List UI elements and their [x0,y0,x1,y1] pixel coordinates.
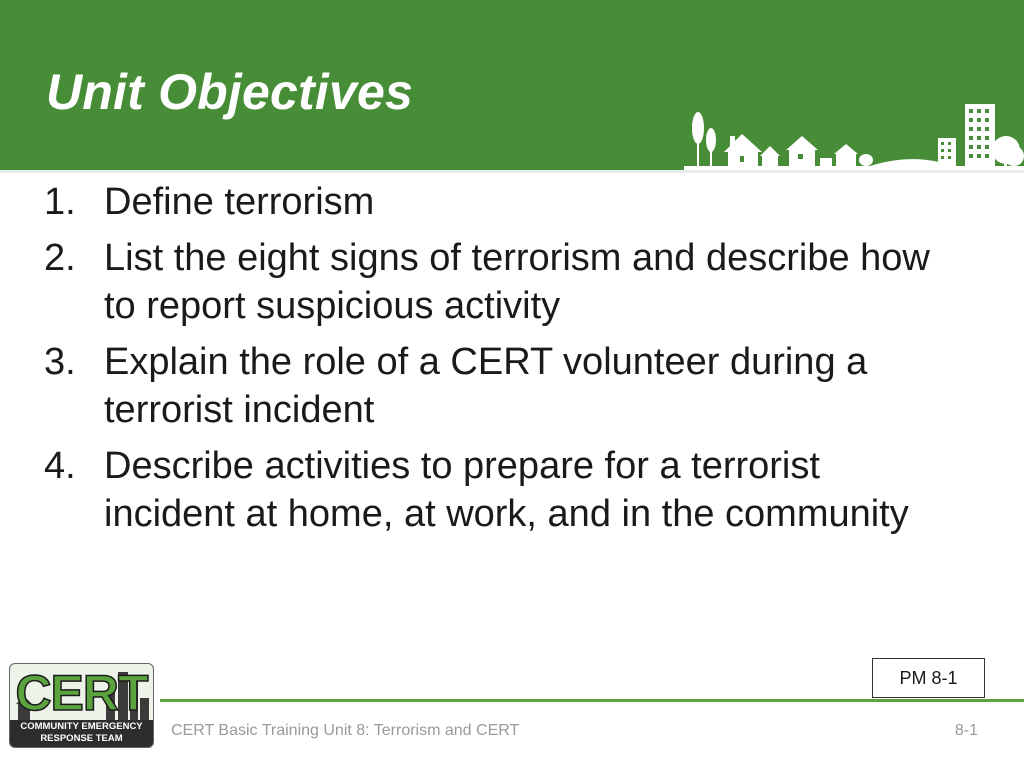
footer-rule [160,699,1024,702]
objectives-list [44,178,984,546]
objective-number: 1. [44,181,76,223]
objective-item [44,338,984,434]
objective-item [44,442,984,538]
page-number: 8-1 [954,722,978,739]
objective-line: incident at home, at work, and in the community [104,493,909,535]
objective-line: List the eight signs of terrorism and describe how [104,237,930,279]
objective-text [104,442,909,538]
cert-logo-icon [10,664,153,747]
objective-text [104,234,930,330]
objective-number: 4. [44,445,76,487]
pm-badge: PM 8-1 [872,658,985,698]
objective-number: 2. [44,237,76,279]
objective-text [104,338,867,434]
footer-course-text: CERT Basic Training Unit 8: Terrorism and CERT [171,722,520,739]
skyline-illustration-icon [684,100,1024,172]
objective-line: Explain the role of a CERT volunteer during a [104,341,868,383]
slide-title: Unit Objectives [46,64,413,120]
cert-logo-line2: RESPONSE TEAM [40,733,123,744]
objective-line: Define terrorism [104,181,375,223]
objective-number: 3. [44,341,76,383]
cert-logo-word: CERT [15,665,148,721]
header-band [0,0,1024,172]
objective-line: terrorist incident [104,389,375,431]
objective-item [44,234,984,330]
objective-item [44,178,984,226]
objective-text [104,178,374,226]
cert-logo-line1: COMMUNITY EMERGENCY [20,721,143,732]
objective-line: to report suspicious activity [104,285,561,327]
objective-line: Describe activities to prepare for a terrorist [104,445,820,487]
